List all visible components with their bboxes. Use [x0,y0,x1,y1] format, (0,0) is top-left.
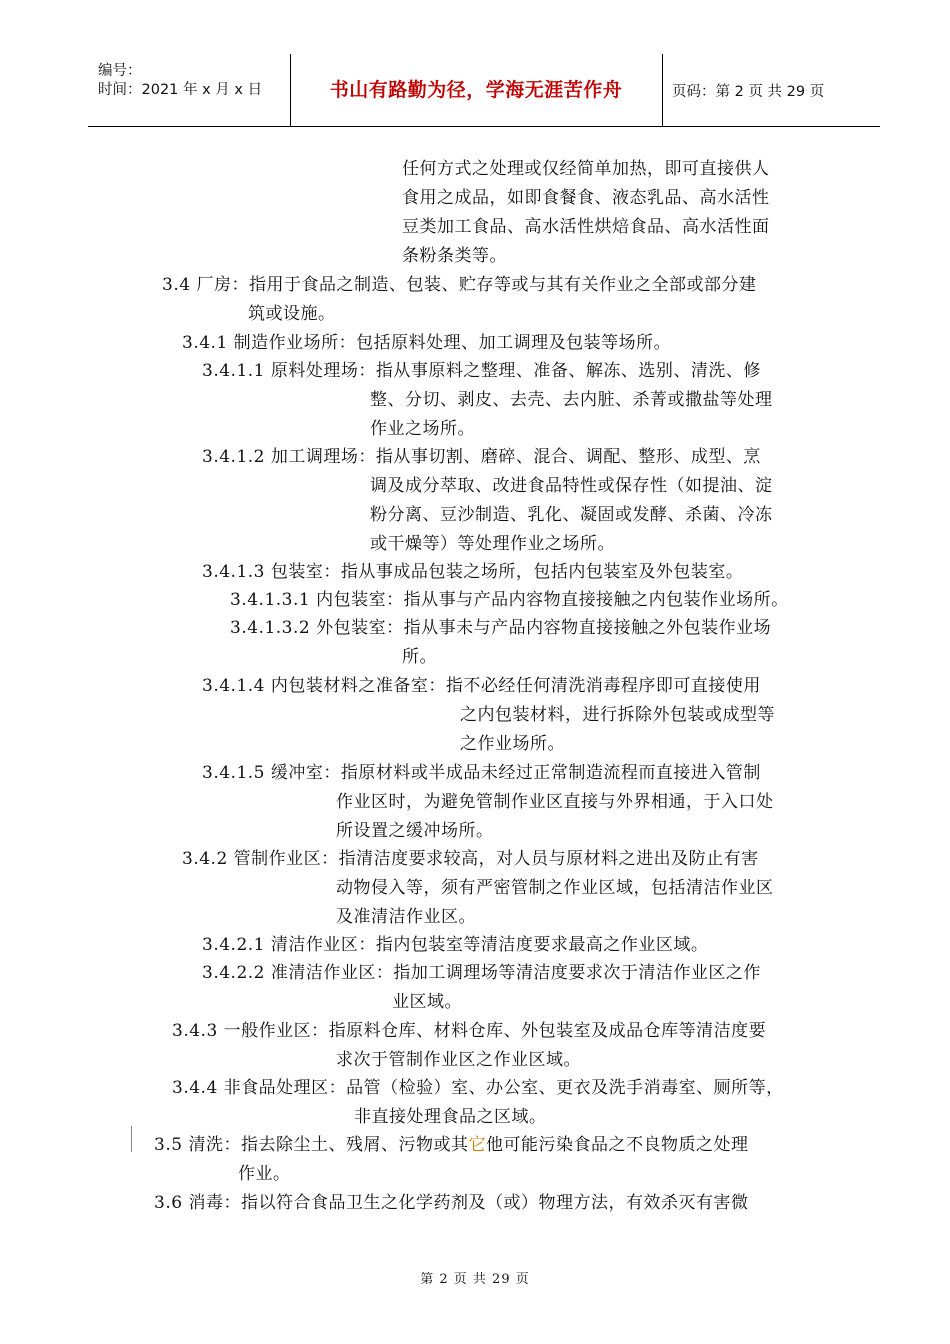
section-3-4-1-2-heading: 3.4.1.2 加工调理场：指从事切割、磨碎、混合、调配、整形、成型、烹 [202,447,761,467]
header-divider [662,54,663,126]
section-3-4-1-3-heading: 3.4.1.3 包装室：指从事成品包装之场所，包括内包装室及外包装室。 [202,562,744,582]
header-meta [98,62,262,100]
text-line: 筑或设施。 [248,304,336,324]
text-line: 任何方式之处理或仅经简单加热，即可直接供人 [402,159,770,179]
page-footer: 第 2 页 共 29 页 [420,1272,530,1287]
text-line: 所设置之缓冲场所。 [336,821,494,841]
section-3-5-heading [154,1130,748,1155]
text-line: 所。 [402,647,437,667]
section-3-4-1-3-2-heading: 3.4.1.3.2 外包装室：指从事未与产品内容物直接接触之外包装作业场 [230,618,772,638]
text-span: 3.5 清洗：指去除尘土、残屑、污物或其 [154,1135,469,1155]
text-line: 调及成分萃取、改进食品特性或保存性（如提油、淀 [370,476,773,496]
section-3-4-4-heading: 3.4.4 非食品处理区：品管（检验）室、办公室、更衣及洗手消毒室、厕所等， [172,1078,784,1098]
header-page-number: 页码：第 2 页 共 29 页 [672,84,825,100]
text-line: 及准清洁作业区。 [336,907,476,927]
text-line: 作业区时，为避免管制作业区直接与外界相通，于入口处 [336,792,774,812]
section-3-4-1-5-heading: 3.4.1.5 缓冲室：指原材料或半成品未经过正常制造流程而直接进入管制 [202,763,761,783]
text-line: 作业之场所。 [370,419,475,439]
revision-change-bar [131,1126,132,1152]
text-line: 之作业场所。 [460,734,565,754]
highlighted-revision-char: 它 [468,1135,486,1155]
text-line: 求次于管制作业区之作业区域。 [336,1050,581,1070]
section-3-4-2-1-heading: 3.4.2.1 清洁作业区：指内包装室等清洁度要求最高之作业区域。 [202,935,709,955]
page-header [88,54,880,127]
section-3-4-1-1-heading: 3.4.1.1 原料处理场：指从事原料之整理、准备、解冻、选别、清洗、修 [202,361,761,381]
section-3-4-3-heading: 3.4.3 一般作业区：指原料仓库、材料仓库、外包装室及成品仓库等清洁度要 [172,1021,767,1041]
text-line: 食用之成品，如即食餐食、液态乳品、高水活性 [402,188,770,208]
text-line: 整、分切、剥皮、去壳、去内脏、杀菁或撒盐等处理 [370,390,773,410]
section-3-4-2-2-heading: 3.4.2.2 准清洁作业区：指加工调理场等清洁度要求次于清洁作业区之作 [202,963,761,983]
section-3-6-heading: 3.6 消毒：指以符合食品卫生之化学药剂及（或）物理方法，有效杀灭有害微 [154,1193,749,1213]
document-number-label: 编号： [98,63,142,79]
text-line: 豆类加工食品、高水活性烘焙食品、高水活性面 [402,217,770,237]
section-3-4-1-4-heading: 3.4.1.4 内包装材料之准备室：指不必经任何清洗消毒程序即可直接使用 [202,676,761,696]
text-line: 粉分离、豆沙制造、乳化、凝固或发酵、杀菌、冷冻 [370,505,773,525]
text-line: 非直接处理食品之区域。 [354,1107,547,1127]
section-3-4-1-heading: 3.4.1 制造作业场所：包括原料处理、加工调理及包装等场所。 [182,333,672,353]
section-3-4-heading: 3.4 厂房：指用于食品之制造、包装、贮存等或与其有关作业之全部或部分建 [162,275,757,295]
text-span: 他可能污染食品之不良物质之处理 [485,1135,749,1155]
header-motto: 书山有路勤为径，学海无涯苦作舟 [329,79,623,101]
section-3-4-2-heading: 3.4.2 管制作业区：指清洁度要求较高，对人员与原材料之进出及防止有害 [182,849,759,869]
text-line: 业区域。 [392,992,462,1012]
text-line: 作业。 [238,1164,291,1184]
document-time-label: 时间：2021 年 x 月 x 日 [98,82,263,98]
section-3-4-1-3-1-heading: 3.4.1.3.1 内包装室：指从事与产品内容物直接接触之内包装作业场所。 [230,590,789,610]
text-line: 条粉条类等。 [402,246,507,266]
text-line: 之内包装材料，进行拆除外包装或成型等 [460,705,775,725]
text-line: 动物侵入等，须有严密管制之作业区域，包括清洁作业区 [336,878,774,898]
text-line: 或干燥等）等处理作业之场所。 [370,534,615,554]
